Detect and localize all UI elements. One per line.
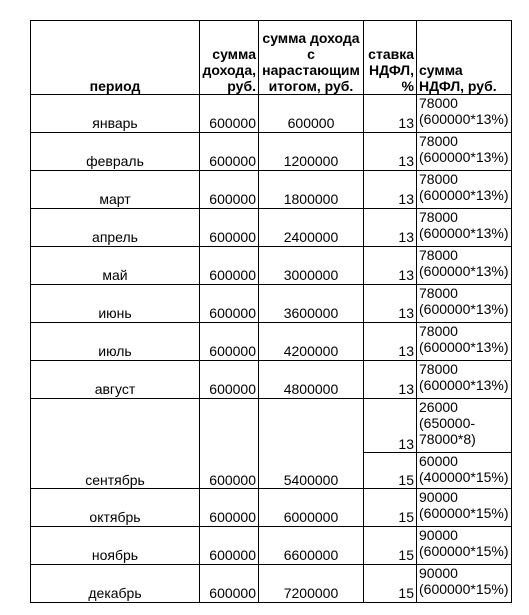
cell-cumulative: 4800000: [259, 361, 364, 399]
cell-tax: 78000 (600000*13%): [417, 285, 512, 323]
cell-rate: 13: [364, 323, 417, 361]
cell-income: 600000: [200, 247, 259, 285]
cell-tax: 78000 (600000*13%): [417, 171, 512, 209]
cell-period: май: [31, 247, 200, 285]
cell-income: 600000: [200, 95, 259, 133]
cell-tax: 78000 (600000*13%): [417, 133, 512, 171]
cell-cumulative: 1200000: [259, 133, 364, 171]
cell-rate: 15: [364, 489, 417, 527]
cell-tax: 78000 (600000*13%): [417, 95, 512, 133]
table-row: [31, 361, 512, 399]
cell-cumulative: 6000000: [259, 489, 364, 527]
cell-income: 600000: [200, 399, 259, 489]
table-row: [31, 527, 512, 565]
cell-tax: 78000 (600000*13%): [417, 247, 512, 285]
cell-period: июнь: [31, 285, 200, 323]
cell-rate: 13: [364, 209, 417, 247]
table-row: [31, 209, 512, 247]
cell-income: 600000: [200, 285, 259, 323]
table-row: [31, 247, 512, 285]
cell-cumulative: 7200000: [259, 565, 364, 603]
cell-income: 600000: [200, 209, 259, 247]
ndfl-table-wrapper: [30, 20, 512, 603]
cell-period: июль: [31, 323, 200, 361]
cell-rate: 15: [364, 565, 417, 603]
table-row: [31, 171, 512, 209]
cell-tax: 78000 (600000*13%): [417, 361, 512, 399]
cell-tax: 78000 (600000*13%): [417, 209, 512, 247]
header-cumulative: сумма дохода с нарастающим итогом, руб.: [259, 21, 364, 95]
cell-tax: 26000 (650000-78000*8): [417, 399, 512, 453]
cell-cumulative: 3600000: [259, 285, 364, 323]
cell-tax: 60000 (400000*15%): [417, 453, 512, 489]
cell-rate: 13: [364, 133, 417, 171]
cell-cumulative: 4200000: [259, 323, 364, 361]
cell-period: февраль: [31, 133, 200, 171]
cell-period: ноябрь: [31, 527, 200, 565]
cell-tax: 78000 (600000*13%): [417, 323, 512, 361]
cell-cumulative: 5400000: [259, 399, 364, 489]
cell-period: октябрь: [31, 489, 200, 527]
cell-rate: 15: [364, 527, 417, 565]
header-tax: сумма НДФЛ, руб.: [417, 21, 512, 95]
cell-period: март: [31, 171, 200, 209]
cell-income: 600000: [200, 323, 259, 361]
cell-rate: 13: [364, 247, 417, 285]
cell-tax: 90000 (600000*15%): [417, 489, 512, 527]
cell-tax: 90000 (600000*15%): [417, 565, 512, 603]
table-row: [31, 285, 512, 323]
cell-period: январь: [31, 95, 200, 133]
cell-cumulative: 3000000: [259, 247, 364, 285]
cell-rate: 15: [364, 453, 417, 489]
cell-period: сентябрь: [31, 399, 200, 489]
cell-income: 600000: [200, 489, 259, 527]
cell-rate: 13: [364, 399, 417, 453]
cell-cumulative: 6600000: [259, 527, 364, 565]
cell-income: 600000: [200, 527, 259, 565]
cell-rate: 13: [364, 285, 417, 323]
cell-income: 600000: [200, 133, 259, 171]
table-body: [31, 95, 512, 603]
cell-period: апрель: [31, 209, 200, 247]
cell-rate: 13: [364, 95, 417, 133]
cell-income: 600000: [200, 171, 259, 209]
table-row: [31, 489, 512, 527]
cell-rate: 13: [364, 171, 417, 209]
cell-cumulative: 600000: [259, 95, 364, 133]
ndfl-table: [30, 20, 512, 603]
cell-period: декабрь: [31, 565, 200, 603]
cell-cumulative: 2400000: [259, 209, 364, 247]
cell-tax: 90000 (600000*15%): [417, 527, 512, 565]
table-row: [31, 565, 512, 603]
table-row: [31, 323, 512, 361]
header-period: период: [31, 21, 200, 95]
header-rate: ставка НДФЛ, %: [364, 21, 417, 95]
table-row: [31, 133, 512, 171]
cell-income: 600000: [200, 565, 259, 603]
cell-rate: 13: [364, 361, 417, 399]
header-income: сумма дохода, руб.: [200, 21, 259, 95]
table-row-september: [31, 399, 512, 453]
table-header-row: [31, 21, 512, 95]
cell-income: 600000: [200, 361, 259, 399]
table-row: [31, 95, 512, 133]
cell-period: август: [31, 361, 200, 399]
cell-cumulative: 1800000: [259, 171, 364, 209]
